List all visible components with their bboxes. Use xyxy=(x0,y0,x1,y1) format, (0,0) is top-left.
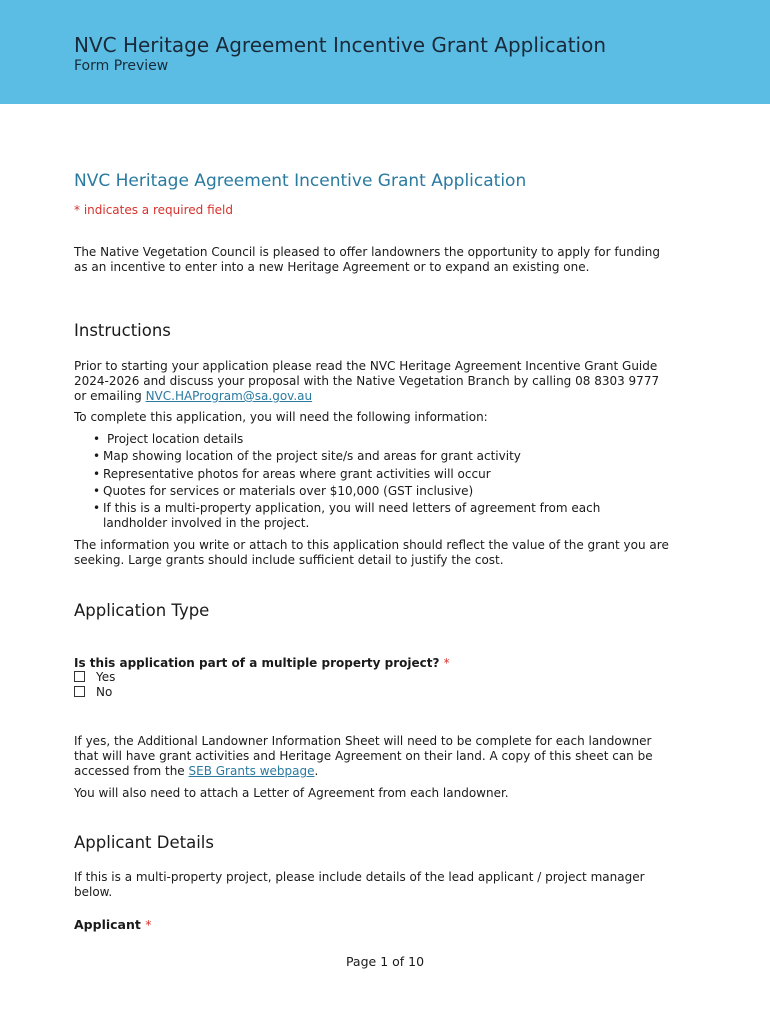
landowner-sheet-note xyxy=(74,734,674,779)
option-yes[interactable] xyxy=(74,670,115,684)
list-item xyxy=(74,501,663,531)
list-item xyxy=(74,484,674,499)
option-label: No xyxy=(96,685,113,699)
list-item-text: Quotes for services or materials over $10,000 (GST inclusive) xyxy=(103,483,474,498)
applicant-details-heading: Applicant Details xyxy=(74,833,214,852)
form-header xyxy=(0,0,770,104)
application-type-heading: Application Type xyxy=(74,601,210,620)
bullet-glyph: • xyxy=(93,483,101,498)
option-label: Yes xyxy=(96,670,116,684)
requirements-intro: To complete this application, you will need the following information: xyxy=(74,410,488,424)
applicant-label-text: Applicant xyxy=(74,917,141,932)
question-text: Is this application part of a multiple property project? xyxy=(74,656,440,670)
seb-grants-link[interactable]: SEB Grants webpage xyxy=(188,764,315,778)
list-item xyxy=(74,449,674,464)
bullet-glyph: • xyxy=(93,466,101,481)
list-item-text: Representative photos for areas where grant activities will occur xyxy=(103,466,491,481)
list-item-text: If this is a multi-property application, you will need letters of agreement from each landholder involved in the project. xyxy=(103,501,601,531)
letter-of-agreement-note: You will also need to attach a Letter of Agreement from each landowner. xyxy=(74,786,509,800)
intro-paragraph: The Native Vegetation Council is pleased to offer landowners the opportunity to apply for funding as an incentive to enter into a new Heritage Agreement or to expand an existing one. xyxy=(74,245,660,274)
bullet-glyph: • xyxy=(93,449,101,464)
value-guidance-paragraph: The information you write or attach to this application should reflect the value of the grant you are seeking. Large grants should include sufficient detail to justify the cost. xyxy=(74,538,669,567)
instructions-paragraph xyxy=(74,359,674,404)
applicant-label xyxy=(74,917,151,932)
header-subtitle: Form Preview xyxy=(74,58,169,74)
bullet-glyph: • xyxy=(93,432,101,446)
bullet-glyph: • xyxy=(93,501,101,516)
page-number: Page 1 of 10 xyxy=(345,954,425,969)
note-suffix: . xyxy=(314,764,319,778)
list-item xyxy=(74,432,674,447)
yes-checkbox[interactable] xyxy=(74,671,85,682)
instructions-text: Prior to starting your application please read the NVC Heritage Agreement Incentive Grant Guide 2024-2026 and discuss your proposal with the Native Vegetation Branch by calling 08 8303 9777 or emailing xyxy=(74,359,660,403)
list-item xyxy=(74,467,674,482)
required-mark: * xyxy=(145,917,152,932)
required-field-note: * indicates a required field xyxy=(74,203,233,217)
list-item-text: Map showing location of the project site/s and areas for grant activity xyxy=(103,449,521,464)
required-mark: * xyxy=(443,656,450,670)
option-no[interactable] xyxy=(74,685,112,699)
multi-property-question xyxy=(74,656,450,670)
header-title: NVC Heritage Agreement Incentive Grant Application xyxy=(74,33,607,57)
instructions-heading: Instructions xyxy=(74,321,171,340)
applicant-details-intro: If this is a multi-property project, please include details of the lead applicant / project manager below. xyxy=(74,870,645,899)
note-text: If yes, the Additional Landowner Information Sheet will need to be complete for each landowner that will have grant activities and Heritage Agreement on their land. A copy of this sheet can be accessed from the xyxy=(74,734,653,778)
no-checkbox[interactable] xyxy=(74,686,85,697)
requirements-list xyxy=(74,432,674,533)
form-title: NVC Heritage Agreement Incentive Grant Application xyxy=(74,171,527,191)
email-link[interactable]: NVC.HAProgram@sa.gov.au xyxy=(145,389,313,403)
list-item-text: Project location details xyxy=(107,432,244,446)
